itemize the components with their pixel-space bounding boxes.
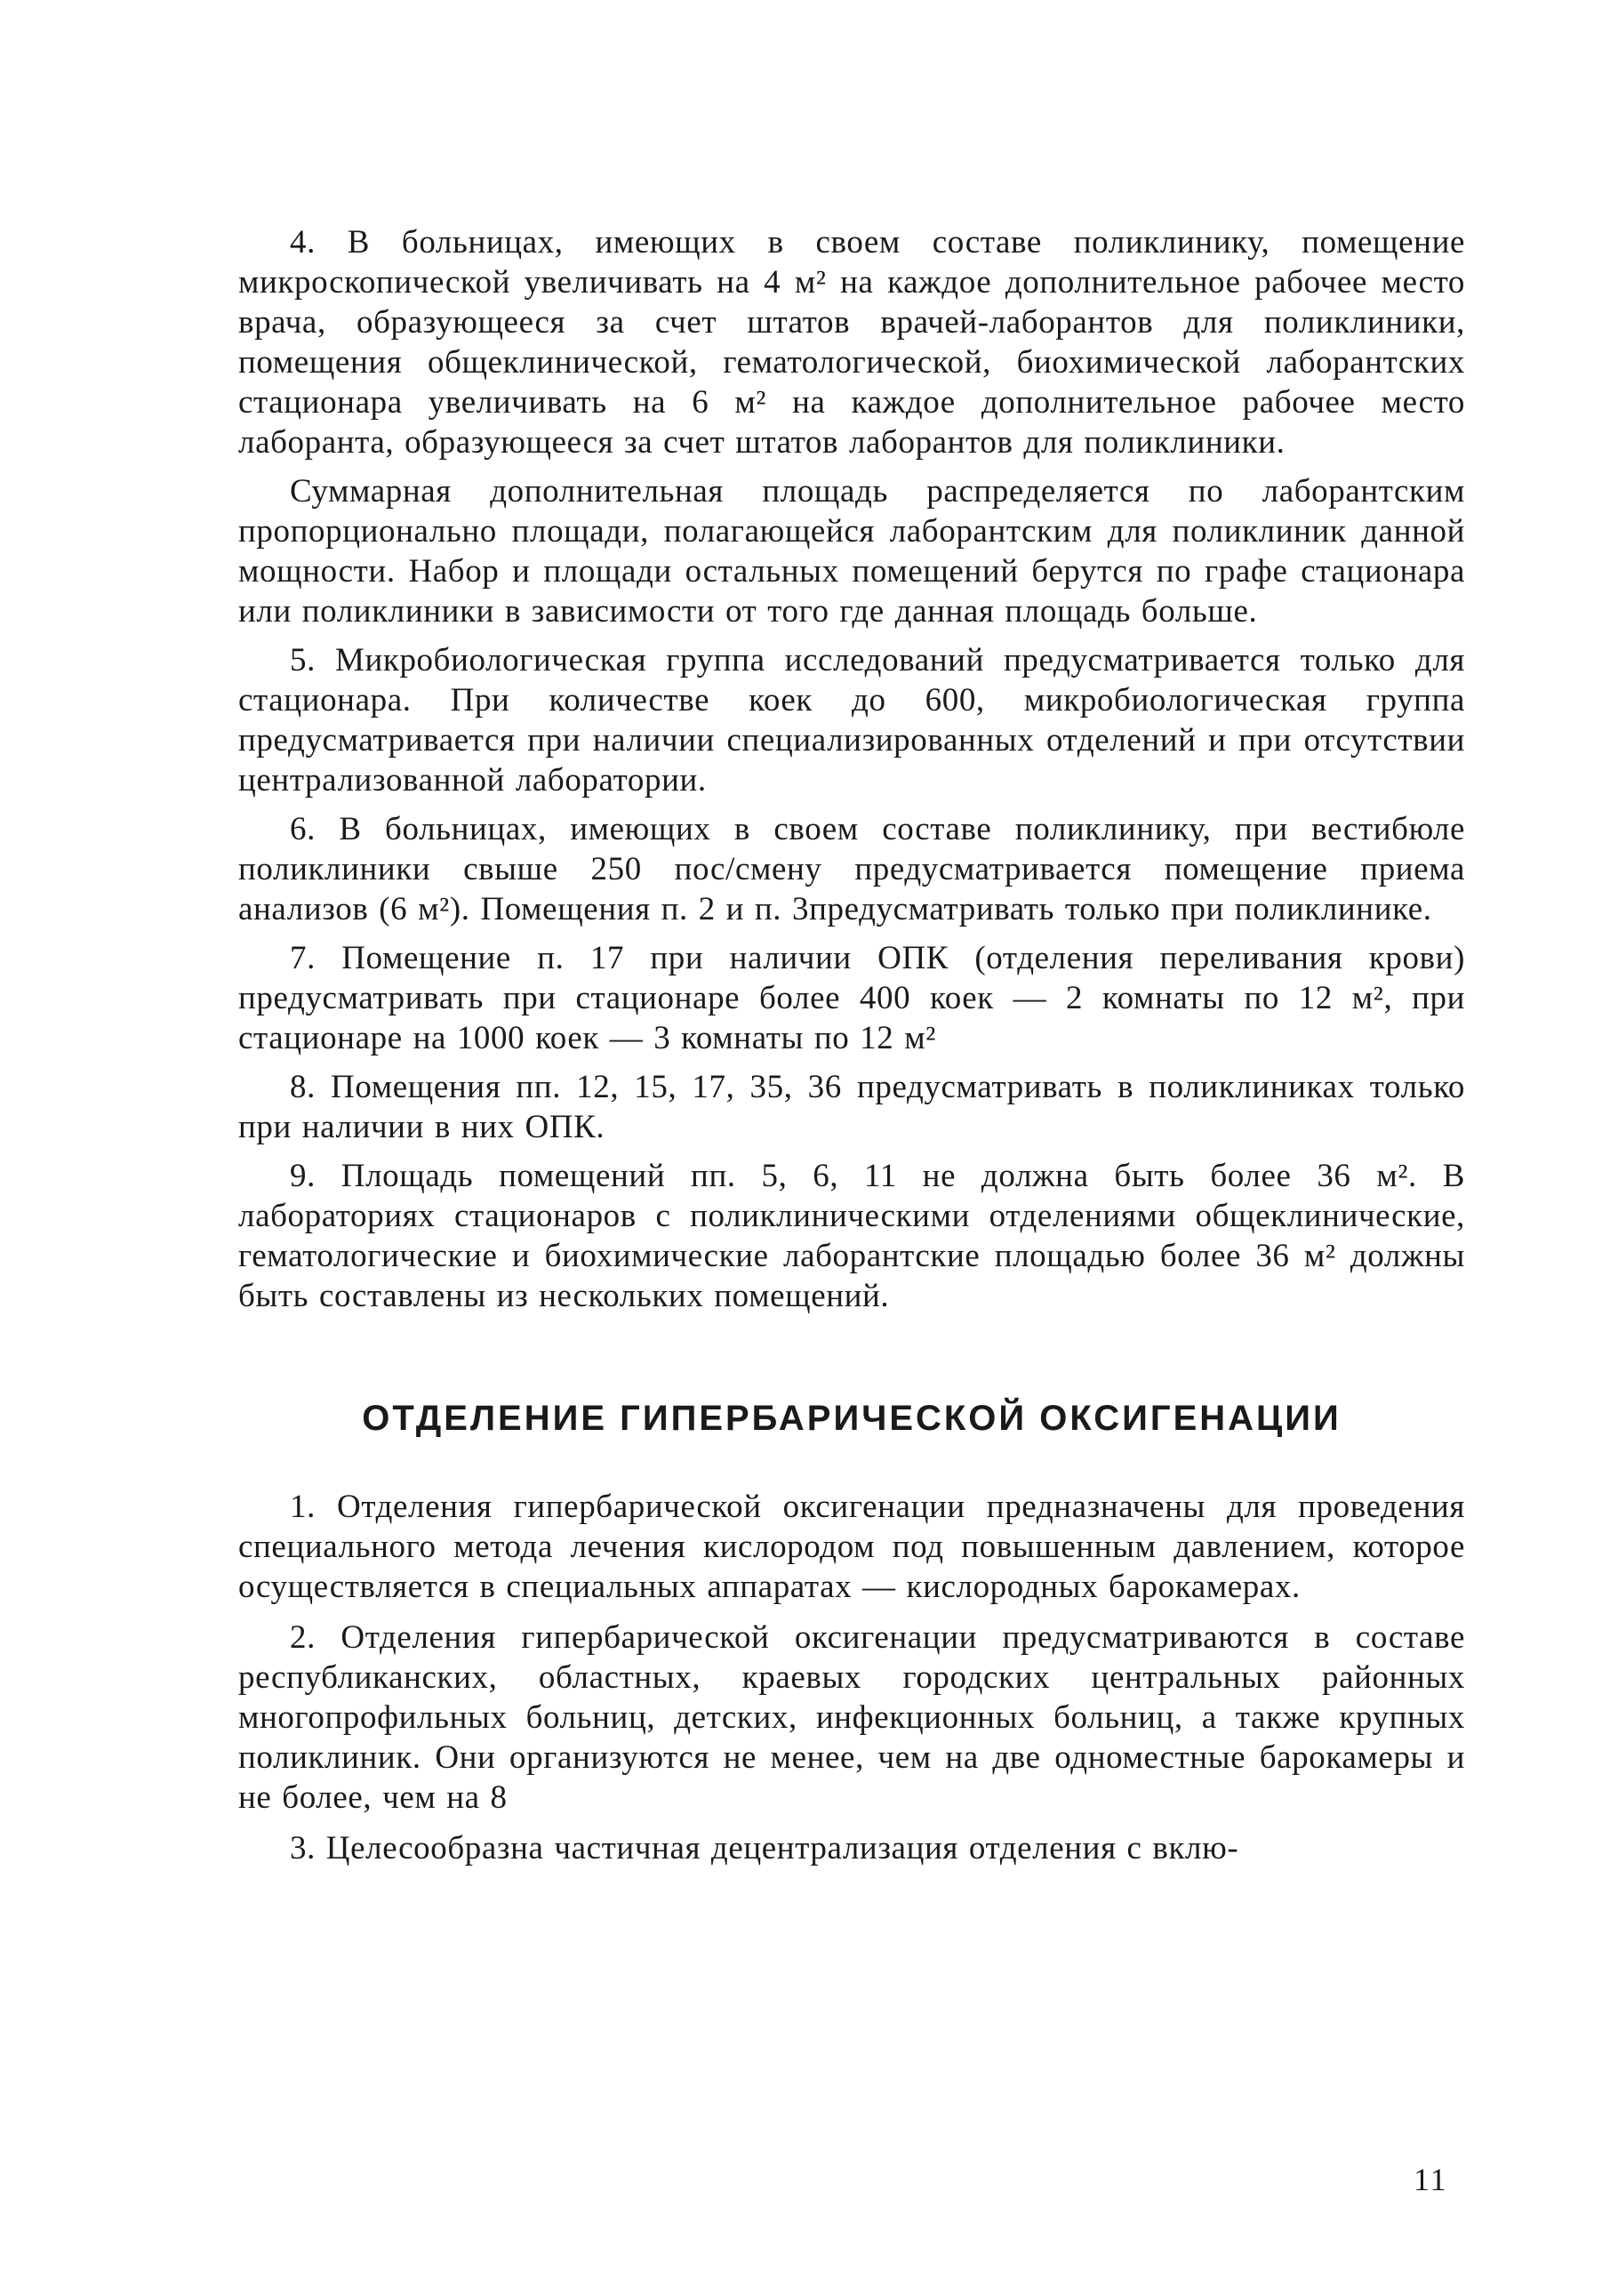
- note-4-continuation-paragraph: Суммарная дополнительная площадь распределяется по лаборантским пропорционально площади, полагающейся лаборантским для поликлиник данной мощности. Набор и площади остальных помещений берутся по графе стационара или поликлиники в зависимости от того где данная площадь больше.: [238, 473, 1465, 630]
- note-4-paragraph: 4. В больницах, имеющих в своем составе поликлинику, помещение микроскопической увеличивать на 4 м² на каждое дополнительное рабочее место врача, образующееся за счет штатов врачей-лаборантов для поликлиники, помещения общеклинической, гематологической, биохимической лаборантских стационара увеличивать на 6 м² на каждое дополнительное рабочее место лаборанта, образующееся за счет штатов лаборантов для поликлиники.: [238, 224, 1465, 461]
- note-8-paragraph: 8. Помещения пп. 12, 15, 17, 35, 36 предусматривать в поликлиниках только при наличии в них ОПК.: [238, 1069, 1465, 1145]
- hyperbaric-oxygenation-section: [238, 1396, 1465, 1868]
- hbo-item-2-paragraph: 2. Отделения гипербарической оксигенации предусматриваются в составе республиканских, областных, краевых городских центральных районных многопрофильных больниц, детских, инфекционных больниц, а также крупных поликлиник. Они организуются не менее, чем на две одноместные барокамеры и не более, чем на 8: [238, 1619, 1465, 1816]
- note-6-paragraph: 6. В больницах, имеющих в своем составе поликлинику, при вестибюле поликлиники свыше 250 пос/смену предусматривается помещение приема анализов (6 м²). Помещения п. 2 и п. 3предусматривать только при поликлинике.: [238, 811, 1465, 927]
- laboratory-notes-section: [238, 222, 1465, 1316]
- page-content: [238, 222, 1465, 1879]
- hbo-item-1-paragraph: 1. Отделения гипербарической оксигенации предназначены для проведения специального метода лечения кислородом под повышенным давлением, которое осуществляется в специальных аппаратах — кислородных барокамерах.: [238, 1489, 1465, 1605]
- note-5-paragraph: 5. Микробиологическая группа исследований предусматривается только для стационара. При количестве коек до 600, микробиологическая группа предусматривается при наличии специализированных отделений и при отсутствии централизованной лаборатории.: [238, 642, 1465, 799]
- note-7-paragraph: 7. Помещение п. 17 при наличии ОПК (отделения переливания крови) предусматривать при стационаре более 400 коек — 2 комнаты по 12 м², при стационаре на 1000 коек — 3 комнаты по 12 м²: [238, 940, 1465, 1056]
- hbo-item-3-paragraph: 3. Целесообразна частичная децентрализация отделения с вклю-: [290, 1830, 1239, 1867]
- note-9-paragraph: 9. Площадь помещений пп. 5, 6, 11 не должна быть более 36 м². В лабораториях стационаров с поликлиническими отделениями общеклинические, гематологические и биохимические лаборантские площадью более 36 м² должны быть составлены из нескольких помещений.: [238, 1158, 1465, 1314]
- section-heading: ОТДЕЛЕНИЕ ГИПЕРБАРИЧЕСКОЙ ОКСИГЕНАЦИИ: [362, 1399, 1342, 1438]
- page-number: 11: [1414, 2162, 1448, 2197]
